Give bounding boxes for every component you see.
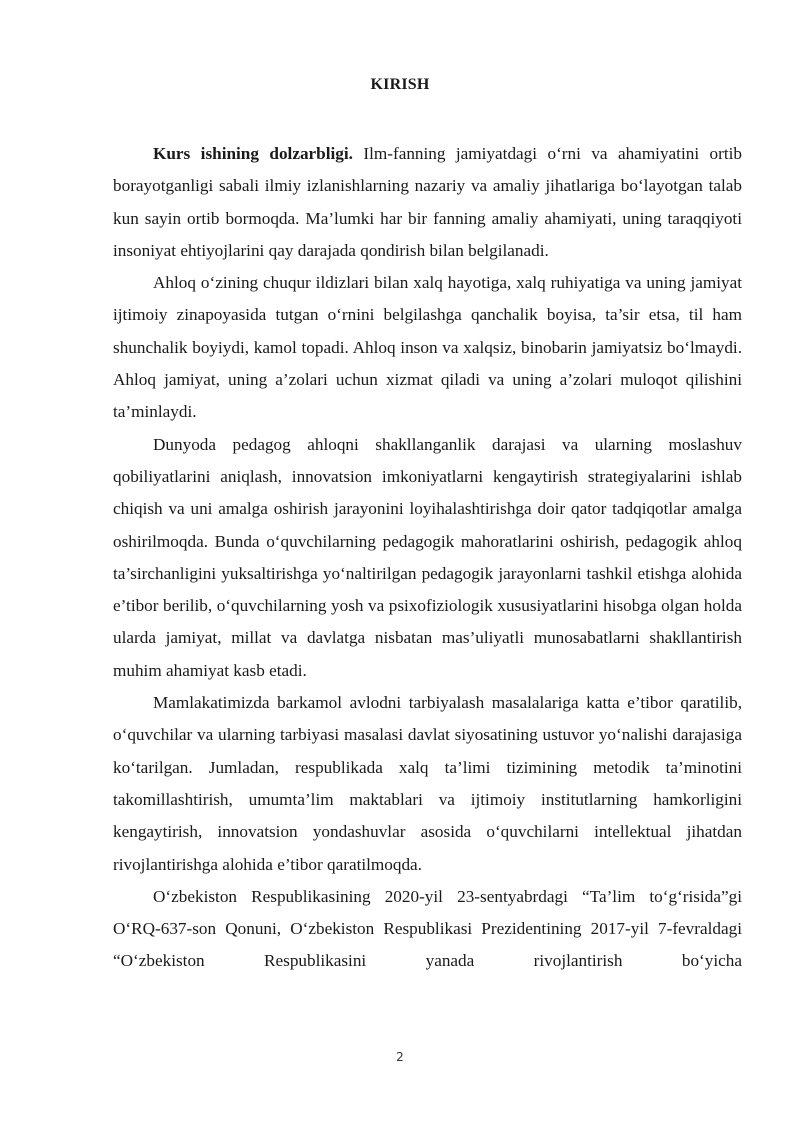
paragraph-text: Ilm-fanning jamiyatdagi o‘rni va ahamiyatini ortib borayotganligi sabali ilmiy izlanishlarning nazariy va amaliy jihatlariga bo‘layotgan talab kun sayin ortib bormoqda. Ma’lumki har bir fanning amaliy ahamiyati, uning taraqqiyoti insoniyat ehtiyojlarini qay darajada qondirish bilan belgilanadi. [113, 144, 742, 260]
paragraph-research: Dunyoda pedagog ahloqni shakllanganlik darajasi va ularning moslashuv qobiliyatlarini aniqlash, innovatsion imkoniyatlarni kengaytirish strategiyalarini ishlab chiqish va uni amalga oshirish jarayonini loyihalashtirishga doir qator tadqiqotlar amalga oshirilmoqda. Bunda o‘quvchilarning pedagogik mahoratlarini oshirish, pedagogik ahloq ta’sirchanligini yuksaltirishga yo‘naltirilgan pedagogik jarayonlarni tashkil etishga alohida e’tibor berilib, o‘quvchilarning yosh va psixofiziologik xususiyatlarini hisobga olgan holda ularda jamiyat, millat va davlatga nisbatan mas’uliyatli munosabatlarni shakllantirish muhim ahamiyat kasb etadi. [113, 434, 742, 680]
paragraph-lead: Kurs ishining dolzarbligi. [153, 144, 353, 163]
section-heading: KIRISH [370, 76, 430, 93]
body-text [113, 138, 742, 978]
page-number: 2 [396, 1050, 404, 1064]
paragraph-ethics: Ahloq o‘zining chuqur ildizlari bilan xalq hayotiga, xalq ruhiyatiga va uning jamiyat ijtimoiy zinapoyasida tutgan o‘rnini belgilashga qanchalik boyisa, ta’sir etsa, til ham shunchalik boyiydi, kamol topadi. Ahloq inson va xalqsiz, binobarin jamiyatsiz bo‘lmaydi. Ahloq jamiyat, uning a’zolari uchun xizmat qiladi va uning a’zolari muloqot qilishini ta’minlaydi. [113, 273, 742, 422]
paragraph-relevance [113, 138, 742, 267]
paragraph-legislation: O‘zbekiston Respublikasining 2020-yil 23-sentyabrdagi “Ta’lim to‘g‘risida”gi O‘RQ-637-son Qonuni, O‘zbekiston Respublikasi Prezidentining 2017-yil 7-fevraldagi “O‘zbekiston Respublikasini yanada rivojlantirish bo‘yicha [113, 886, 742, 971]
paragraph-education-policy: Mamlakatimizda barkamol avlodni tarbiyalash masalalariga katta e’tibor qaratilib, o‘quvchilar va ularning tarbiyasi masalasi davlat siyosatining ustuvor yo‘nalishi darajasiga ko‘tarilgan. Jumladan, respublikada xalq ta’limi tizimining metodik ta’minotini takomillashtirish, umumta’lim maktablari va ijtimoiy institutlarning hamkorligini kengaytirish, innovatsion yondashuvlar asosida o‘quvchilarni intellektual jihatdan rivojlantirishga alohida e’tibor qaratilmoqda. [113, 693, 742, 874]
